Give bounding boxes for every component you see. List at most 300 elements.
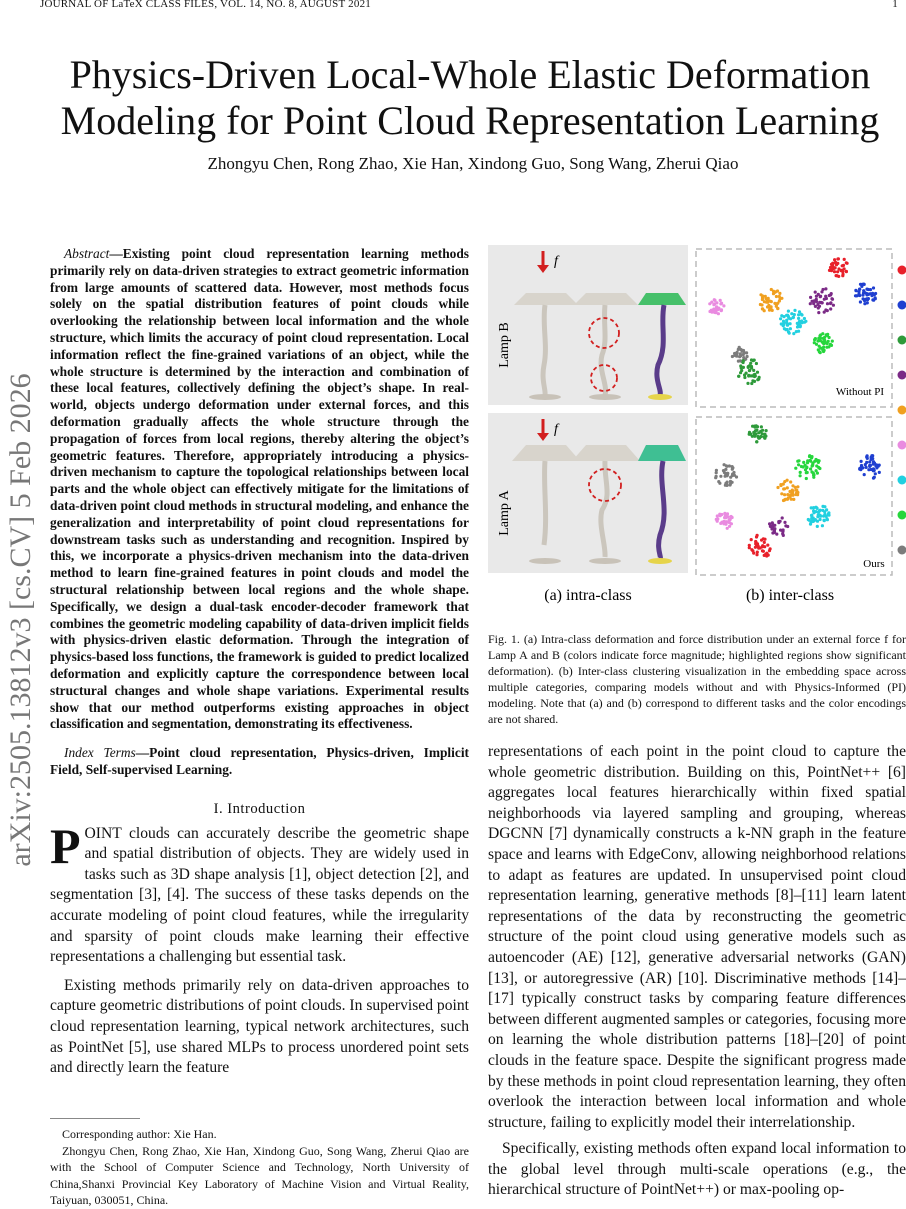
scatter-point bbox=[814, 458, 817, 461]
scatter-point bbox=[873, 293, 876, 296]
scatter-point bbox=[803, 317, 806, 320]
scatter-point bbox=[868, 464, 871, 467]
scatter-point bbox=[778, 299, 781, 302]
scatter-point bbox=[777, 520, 780, 523]
scatter-point bbox=[791, 484, 794, 487]
corresponding-author: Corresponding author: Xie Han. bbox=[50, 1126, 469, 1143]
scatter-point bbox=[719, 299, 722, 302]
scatter-point bbox=[739, 359, 742, 362]
scatter-point bbox=[808, 454, 811, 457]
scatter-point bbox=[766, 300, 769, 303]
scatter-point bbox=[823, 505, 826, 508]
scatter-point bbox=[786, 328, 789, 331]
scatter-point bbox=[845, 261, 848, 264]
scatter-point bbox=[804, 320, 807, 323]
scatter-point bbox=[872, 469, 875, 472]
scatter-point bbox=[866, 454, 869, 457]
page-header bbox=[40, 0, 906, 14]
scatter-point bbox=[785, 319, 788, 322]
scatter-point bbox=[715, 518, 718, 521]
scatter-point bbox=[822, 337, 825, 340]
scatter-point bbox=[750, 366, 753, 369]
scatter-point bbox=[796, 485, 799, 488]
scatter-point bbox=[776, 486, 779, 489]
scatter-point bbox=[763, 300, 766, 303]
drop-cap: P bbox=[50, 826, 81, 866]
scatter-point bbox=[750, 548, 753, 551]
scatter-point bbox=[725, 483, 728, 486]
scatter-point bbox=[806, 471, 809, 474]
scatter-point bbox=[841, 273, 844, 276]
ours-label: Ours bbox=[863, 558, 884, 570]
scatter-point bbox=[789, 327, 792, 330]
scatter-point bbox=[739, 348, 742, 351]
scatter-point bbox=[799, 474, 802, 477]
scatter-point bbox=[865, 466, 868, 469]
scatter-point bbox=[812, 506, 815, 509]
index-terms-text: —Point cloud representation, Physics-driven, Implicit Field, Self-supervised Learning. bbox=[50, 745, 469, 777]
scatter-point bbox=[797, 463, 800, 466]
scatter-point bbox=[770, 288, 773, 291]
without-pi-label: Without PI bbox=[836, 386, 884, 398]
legend-dot bbox=[898, 546, 906, 555]
scatter-point bbox=[808, 459, 811, 462]
scatter-point bbox=[836, 262, 839, 265]
scatter-point bbox=[783, 480, 786, 483]
scatter-point bbox=[787, 310, 790, 313]
legend-dot bbox=[898, 301, 906, 310]
scatter-point bbox=[833, 270, 836, 273]
scatter-point bbox=[723, 516, 726, 519]
scatter-point bbox=[729, 482, 732, 485]
scatter-point bbox=[832, 304, 835, 307]
scatter-point bbox=[771, 521, 774, 524]
scatter-point bbox=[823, 519, 826, 522]
scatter-point bbox=[804, 464, 807, 467]
scatter-point bbox=[865, 288, 868, 291]
scatter-point bbox=[790, 312, 793, 315]
scatter-point bbox=[776, 289, 779, 292]
footnote-rule bbox=[50, 1118, 140, 1119]
scatter-point bbox=[789, 480, 792, 483]
scatter-point bbox=[864, 463, 867, 466]
scatter-point bbox=[761, 544, 764, 547]
scatter-point bbox=[771, 526, 774, 529]
scatter-point bbox=[843, 267, 846, 270]
scatter-point bbox=[874, 472, 877, 475]
scatter-point bbox=[786, 486, 789, 489]
scatter-point bbox=[842, 264, 845, 267]
scatter-point bbox=[829, 307, 832, 310]
scatter-point bbox=[816, 525, 819, 528]
scatter-point bbox=[840, 269, 843, 272]
scatter-point bbox=[825, 517, 828, 520]
scatter-point bbox=[818, 334, 821, 337]
scatter-point bbox=[836, 270, 839, 273]
scatter-point bbox=[793, 309, 796, 312]
scatter-point bbox=[769, 547, 772, 550]
scatter-point bbox=[812, 302, 815, 305]
scatter-point bbox=[742, 356, 745, 359]
scatter-point bbox=[758, 376, 761, 379]
scatter-point bbox=[833, 258, 836, 261]
paper-title: Physics-Driven Local-Whole Elastic Deformation Modeling for Point Cloud Representation Learning bbox=[30, 52, 906, 144]
right-column bbox=[488, 742, 906, 1201]
scatter-point bbox=[815, 469, 818, 472]
scatter-point bbox=[725, 464, 728, 467]
scatter-point bbox=[872, 286, 875, 289]
scatter-point bbox=[714, 476, 717, 479]
scatter-point bbox=[815, 343, 818, 346]
scatter-point bbox=[820, 290, 823, 293]
arxiv-sidebar bbox=[0, 335, 44, 905]
scatter-point bbox=[792, 316, 795, 319]
scatter-point bbox=[786, 525, 789, 528]
scatter-without-pi bbox=[708, 257, 877, 385]
scatter-point bbox=[773, 291, 776, 294]
intro-paragraph-2-continued: representations of each point in the point cloud to capture the whole geometric distribution. Building on this, PointNet++ [6] aggregates local features hierarchically within fixed spatial neighborhoods via layered sampling and grouping, whereas DGCNN [7] dynamically constructs a k-NN graph in the feature space and learns with EdgeConv, allowing neighborhood relations to adapt as features are updated. In unsupervised point cloud representation learning, generative methods [8]–[11] learn latent representations of the data by reconstructing the geometric structure of the point cloud using generative models such as autoencoder (AE) [12], generative adversarial networks (GAN) [13], or autoregressive (AR) [10]. Discriminative methods [14]–[17] typically construct tasks by comparing feature differences between different augmented samples or categories, focusing more on learning the whole distribution patterns [18]–[20] of point clouds in the feature space. Despite the significant progress made by these methods in point cloud representation learning, they often overlook the interaction between local information and whole structure, failing to explicitly model their interrelationship. bbox=[488, 742, 906, 1133]
scatter-point bbox=[870, 454, 873, 457]
scatter-point bbox=[747, 374, 750, 377]
scatter-point bbox=[824, 287, 827, 290]
scatter-point bbox=[714, 307, 717, 310]
scatter-point bbox=[783, 521, 786, 524]
scatter-point bbox=[825, 341, 828, 344]
scatter-point bbox=[727, 521, 730, 524]
scatter-point bbox=[754, 546, 757, 549]
force-label-a: f bbox=[554, 422, 560, 437]
figure-1 bbox=[488, 245, 906, 610]
scatter-point bbox=[730, 515, 733, 518]
scatter-point bbox=[738, 355, 741, 358]
scatter-point bbox=[755, 541, 758, 544]
scatter-point bbox=[775, 295, 778, 298]
index-terms bbox=[50, 745, 469, 779]
scatter-point bbox=[860, 285, 863, 288]
scatter-point bbox=[765, 553, 768, 556]
abstract-label: Abstract bbox=[64, 246, 109, 261]
journal-header: JOURNAL OF LaTeX CLASS FILES, VOL. 14, NO. 8, AUGUST 2021 bbox=[40, 0, 371, 10]
scatter-point bbox=[726, 474, 729, 477]
scatter-point bbox=[767, 297, 770, 300]
scatter-point bbox=[831, 262, 834, 265]
scatter-point bbox=[760, 303, 763, 306]
scatter-point bbox=[797, 317, 800, 320]
scatter-point bbox=[712, 303, 715, 306]
scatter-point bbox=[718, 513, 721, 516]
scatter-point bbox=[861, 294, 864, 297]
subfigure-b-label: (b) inter-class bbox=[746, 587, 834, 604]
scatter-point bbox=[731, 465, 734, 468]
scatter-point bbox=[845, 270, 848, 273]
scatter-point bbox=[763, 437, 766, 440]
scatter-point bbox=[878, 471, 881, 474]
scatter-point bbox=[797, 313, 800, 316]
section-heading: I. Introduction bbox=[50, 801, 469, 818]
scatter-point bbox=[821, 524, 824, 527]
scatter-point bbox=[724, 468, 727, 471]
scatter-point bbox=[783, 327, 786, 330]
scatter-point bbox=[836, 257, 839, 260]
scatter-point bbox=[868, 460, 871, 463]
scatter-point bbox=[766, 305, 769, 308]
scatter-point bbox=[719, 475, 722, 478]
scatter-point bbox=[762, 550, 765, 553]
scatter-point bbox=[726, 527, 729, 530]
scatter-point bbox=[731, 355, 734, 358]
legend-dot bbox=[898, 371, 906, 380]
scatter-point bbox=[782, 487, 785, 490]
scatter-point bbox=[835, 274, 838, 277]
scatter-point bbox=[858, 294, 861, 297]
scatter-point bbox=[863, 473, 866, 476]
scatter-point bbox=[867, 297, 870, 300]
scatter-point bbox=[854, 294, 857, 297]
scatter-point bbox=[757, 431, 760, 434]
scatter-point bbox=[739, 352, 742, 355]
scatter-point bbox=[755, 440, 758, 443]
scatter-point bbox=[722, 520, 725, 523]
scatter-point bbox=[797, 330, 800, 333]
abstract bbox=[50, 246, 469, 733]
scatter-point bbox=[826, 309, 829, 312]
scatter-point bbox=[765, 429, 768, 432]
scatter-point bbox=[746, 382, 749, 385]
scatter-point bbox=[873, 462, 876, 465]
scatter-point bbox=[779, 317, 782, 320]
scatter-point bbox=[745, 351, 748, 354]
scatter-point bbox=[742, 361, 745, 364]
scatter-point bbox=[766, 544, 769, 547]
scatter-point bbox=[809, 302, 812, 305]
scatter-point bbox=[778, 292, 781, 295]
scatter-point bbox=[755, 553, 758, 556]
page-number: 1 bbox=[892, 0, 898, 10]
legend-dot bbox=[898, 511, 906, 520]
scatter-point bbox=[743, 376, 746, 379]
scatter-point bbox=[761, 294, 764, 297]
author-list: Zhongyu Chen, Rong Zhao, Xie Han, Xindong Guo, Song Wang, Zherui Qiao bbox=[40, 154, 906, 174]
scatter-point bbox=[780, 297, 783, 300]
scatter-point bbox=[830, 344, 833, 347]
scatter-point bbox=[756, 371, 759, 374]
scatter-point bbox=[818, 467, 821, 470]
scatter-point bbox=[759, 435, 762, 438]
scatter-point bbox=[763, 433, 766, 436]
scatter-point bbox=[826, 334, 829, 337]
legend-dot bbox=[898, 441, 906, 450]
scatter-point bbox=[773, 531, 776, 534]
scatter-point bbox=[792, 332, 795, 335]
scatter-point bbox=[746, 355, 749, 358]
scatter-point bbox=[724, 523, 727, 526]
scatter-point bbox=[751, 425, 754, 428]
scatter-point bbox=[760, 539, 763, 542]
scatter-point bbox=[792, 498, 795, 501]
force-label-b: f bbox=[554, 254, 560, 269]
scatter-point bbox=[815, 298, 818, 301]
scatter-point bbox=[809, 467, 812, 470]
scatter-point bbox=[780, 492, 783, 495]
scatter-point bbox=[775, 303, 778, 306]
subfigure-a-label: (a) intra-class bbox=[544, 587, 632, 604]
scatter-point bbox=[720, 302, 723, 305]
scatter-point bbox=[827, 514, 830, 517]
scatter-point bbox=[720, 309, 723, 312]
legend-dot bbox=[898, 476, 906, 485]
scatter-point bbox=[800, 313, 803, 316]
scatter-point bbox=[862, 289, 865, 292]
scatter-point bbox=[860, 460, 863, 463]
scatter-point bbox=[872, 299, 875, 302]
scatter-point bbox=[708, 302, 711, 305]
scatter-point bbox=[770, 305, 773, 308]
scatter-point bbox=[794, 467, 797, 470]
scatter-point bbox=[818, 305, 821, 308]
intro-paragraph-1 bbox=[50, 824, 469, 968]
lamp-a-label: Lamp A bbox=[497, 489, 512, 535]
left-column bbox=[50, 246, 469, 1079]
scatter-point bbox=[794, 488, 797, 491]
scatter-point bbox=[747, 365, 750, 368]
scatter-point bbox=[871, 457, 874, 460]
scatter-point bbox=[740, 369, 743, 372]
scatter-point bbox=[829, 293, 832, 296]
scatter-point bbox=[878, 464, 881, 467]
scatter-point bbox=[830, 297, 833, 300]
scatter-point bbox=[815, 295, 818, 298]
scatter-point bbox=[753, 375, 756, 378]
scatter-point bbox=[781, 530, 784, 533]
scatter-point bbox=[755, 362, 758, 365]
scatter-point bbox=[753, 380, 756, 383]
scatter-point bbox=[781, 516, 784, 519]
scatter-point bbox=[799, 324, 802, 327]
scatter-point bbox=[826, 302, 829, 305]
scatter-point bbox=[812, 520, 815, 523]
scatter-point bbox=[867, 293, 870, 296]
legend-dot bbox=[898, 266, 906, 275]
scatter-point bbox=[817, 311, 820, 314]
color-legend bbox=[898, 266, 906, 555]
scatter-point bbox=[866, 301, 869, 304]
scatter-point bbox=[829, 301, 832, 304]
scatter-point bbox=[830, 267, 833, 270]
scatter-point bbox=[796, 493, 799, 496]
scatter-point bbox=[763, 541, 766, 544]
scatter-point bbox=[732, 471, 735, 474]
intro-paragraph-3: Specifically, existing methods often expand local information to the global level through multi-scale operations (e.g., the hierarchical structure of PointNet++) or max-pooling op- bbox=[488, 1139, 906, 1201]
scatter-point bbox=[750, 358, 753, 361]
scatter-point bbox=[854, 289, 857, 292]
scatter-point bbox=[756, 435, 759, 438]
scatter-point bbox=[779, 484, 782, 487]
scatter-point bbox=[823, 298, 826, 301]
without-pi-box bbox=[696, 249, 892, 407]
scatter-point bbox=[864, 298, 867, 301]
scatter-point bbox=[872, 477, 875, 480]
author-affiliation: Zhongyu Chen, Rong Zhao, Xie Han, Xindong Guo, Song Wang, Zherui Qiao are with the School of Computer Science and Technology, North University of China,Shanxi Provincial Key Laboratory of Machine Vision and Virtual Reality, Taiyuan, 030051, China. bbox=[50, 1143, 469, 1209]
scatter-point bbox=[726, 515, 729, 518]
scatter-point bbox=[715, 471, 718, 474]
scatter-point bbox=[817, 348, 820, 351]
scatter-point bbox=[816, 339, 819, 342]
scatter-point bbox=[708, 310, 711, 313]
intro-paragraph-2: Existing methods primarily rely on data-driven approaches to capture geometric distributions of point clouds. In supervised point cloud representation learning, typical network architectures, such as PointNet [5], use shared MLPs to process unordered point sets and directly learn the feature bbox=[50, 976, 469, 1079]
scatter-point bbox=[748, 369, 751, 372]
scatter-point bbox=[808, 519, 811, 522]
scatter-point bbox=[813, 338, 816, 341]
lamp-b-label: Lamp B bbox=[497, 322, 512, 368]
intro-p1-text: OINT clouds can accurately describe the geometric shape and spatial distribution of objects. They are widely used in tasks such as 3D shape analysis [1], object detection [2], and segmentation [3], [4]. The success of these tasks depends on the accurate modeling of point cloud features, while the irregularity and sparsity of point clouds make learning their effective representations a challenging but essential task. bbox=[50, 825, 469, 966]
scatter-point bbox=[756, 534, 759, 537]
scatter-point bbox=[797, 459, 800, 462]
scatter-point bbox=[749, 362, 752, 365]
scatter-point bbox=[750, 382, 753, 385]
scatter-point bbox=[754, 432, 757, 435]
scatter-point bbox=[735, 475, 738, 478]
legend-dot bbox=[898, 336, 906, 345]
arxiv-identifier: arXiv:2505.13812v3 [cs.CV] 5 Feb 2026 bbox=[4, 373, 38, 866]
scatter-point bbox=[760, 425, 763, 428]
scatter-point bbox=[756, 425, 759, 428]
scatter-point bbox=[722, 304, 725, 307]
scatter-point bbox=[748, 546, 751, 549]
scatter-point bbox=[820, 301, 823, 304]
scatter-point bbox=[782, 315, 785, 318]
scatter-point bbox=[770, 300, 773, 303]
scatter-point bbox=[802, 461, 805, 464]
scatter-point bbox=[815, 464, 818, 467]
scatter-point bbox=[822, 341, 825, 344]
scatter-point bbox=[787, 315, 790, 318]
scatter-point bbox=[789, 495, 792, 498]
figure-caption: Fig. 1. (a) Intra-class deformation and force distribution under an external force f for Lamp A and B (colors indicate force magnitude; highlighted regions show significant deformation). (b) Inter-class clustering visualization in the embedding space across multiple categories, comparing models without and with Physics-Informed (PI) modeling. Note that (a) and (b) correspond to different tasks and the color encodings are not shared. bbox=[488, 631, 906, 727]
scatter-point bbox=[782, 324, 785, 327]
scatter-point bbox=[821, 509, 824, 512]
scatter-point bbox=[812, 476, 815, 479]
scatter-point bbox=[759, 546, 762, 549]
scatter-point bbox=[749, 433, 752, 436]
scatter-point bbox=[859, 468, 862, 471]
scatter-point bbox=[812, 472, 815, 475]
scatter-point bbox=[737, 375, 740, 378]
scatter-point bbox=[750, 538, 753, 541]
scatter-point bbox=[811, 461, 814, 464]
scatter-point bbox=[761, 429, 764, 432]
scatter-point bbox=[733, 352, 736, 355]
scatter-point bbox=[715, 301, 718, 304]
scatter-point bbox=[834, 266, 837, 269]
scatter-point bbox=[817, 461, 820, 464]
scatter-point bbox=[784, 498, 787, 501]
scatter-point bbox=[825, 346, 828, 349]
index-terms-label: Index Terms bbox=[64, 745, 136, 760]
scatter-point bbox=[806, 461, 809, 464]
abstract-text: —Existing point cloud representation learning methods primarily rely on data-driven strategies to extract geometric information from large amounts of scattered data. However, most methods focus solely on the spatial distribution features of point clouds while overlooking the relationship between local information and the whole structure, which limits the accuracy of point cloud representation. Local information reflect the fine-grained variations of an object, while the whole structure is determined by the interaction and combination of these local features, collectively defining the object’s shape. In real-world, objects undergo deformation under external forces, and this deformation gradually affects the whole structure through the propagation of forces from local regions, thereby altering the object’s geometric features. Therefore, appropriately introducing a physics-driven mechanism to capture the topological relationships between local parts and the whole object can effectively mitigate for the limitations of data-driven point cloud methods in structural modeling, and enhance the generalization and interpretability of point cloud representations for downstream tasks such as understanding and recognition. Inspired by this, we incorporate a physics-driven mechanism into the data-driven method to learn fine-grained features in point clouds and model the structural relationship between local regions and the whole shape. Specifically, we design a dual-task encoder-decoder framework that combines the geometric modeling capability of data-driven implicit fields with physics-driven elastic deformation. Through the integration of physics-based loss functions, the framework is guided to predict localized deformation and explicitly capture the correspondence between local structural changes and whole shape variations. Experimental results show that our method outperforms existing approaches in object classification and segmentation, demonstrating its effectiveness. bbox=[50, 246, 469, 731]
scatter-point bbox=[809, 296, 812, 299]
scatter-point bbox=[818, 509, 821, 512]
scatter-point bbox=[755, 429, 758, 432]
scatter-point bbox=[805, 477, 808, 480]
scatter-point bbox=[812, 509, 815, 512]
scatter-point bbox=[742, 366, 745, 369]
scatter-point bbox=[745, 372, 748, 375]
scatter-point bbox=[789, 322, 792, 325]
scatter-point bbox=[717, 312, 720, 315]
scatter-point bbox=[726, 512, 729, 515]
scatter-point bbox=[819, 295, 822, 298]
